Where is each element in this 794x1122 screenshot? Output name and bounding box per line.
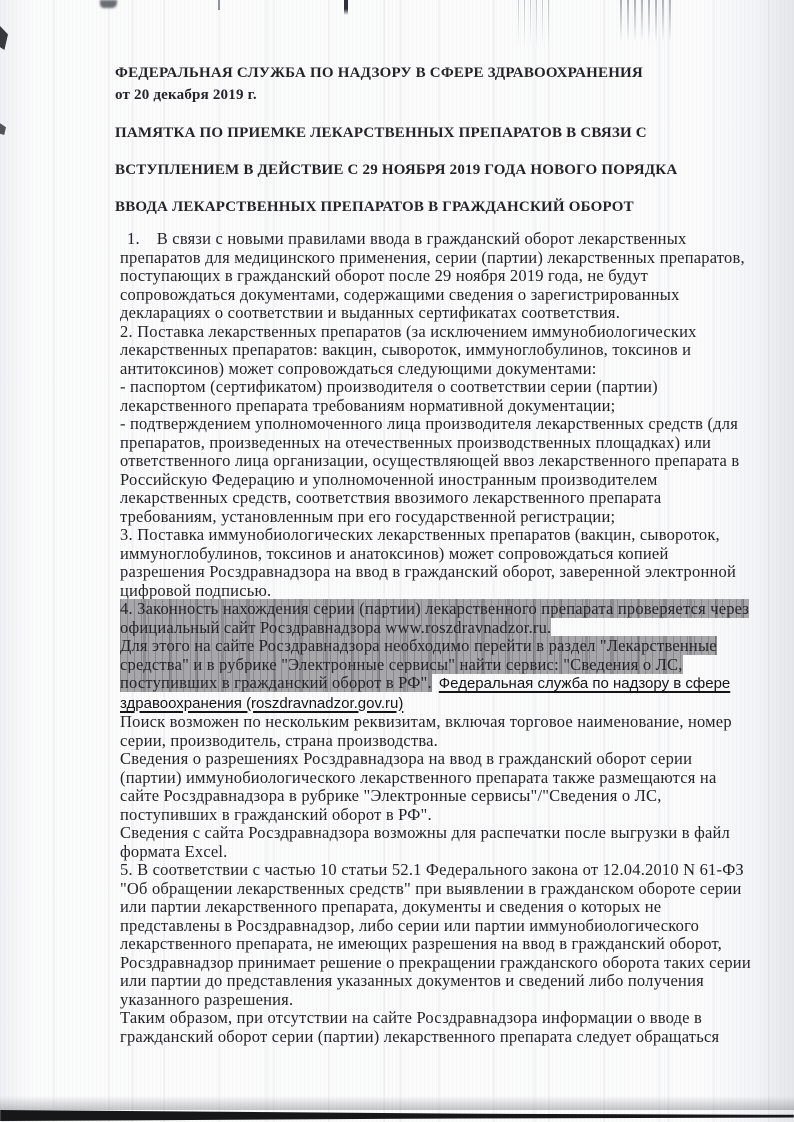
scan-artifact-streak-cluster-right — [620, 0, 672, 42]
issuing-authority: ФЕДЕРАЛЬНАЯ СЛУЖБА ПО НАДЗОРУ В СФЕРЕ ЗДРАВООХРАНЕНИЯ — [115, 65, 643, 81]
title-line-2: ВСТУПЛЕНИЕМ В ДЕЙСТВИЕ С 29 НОЯБРЯ 2019 ГОДА НОВОГО ПОРЯДКА — [115, 162, 678, 178]
scan-artifact-top-dash — [218, 0, 220, 10]
paragraph-dash-passport: - паспортом (сертификатом) производителя о соответствии серии (партии) лекарственного препарата требованиям нормативной документации; — [120, 377, 658, 415]
roszdravnadzor-link[interactable]: Федеральная служба по надзору в сфере здравоохранения (roszdravnadzor.gov.ru) — [120, 675, 731, 712]
list-item-number: 1. — [127, 229, 140, 248]
title-line-1: ПАМЯТКА ПО ПРИЕМКЕ ЛЕКАРСТВЕННЫХ ПРЕПАРАТОВ В СВЯЗИ С — [115, 125, 647, 141]
paragraph-immuno-permissions: Сведения о разрешениях Росздравнадзора на ввод в гражданский оборот серии (партии) иммунобиологического лекарственного препарата также размещаются на сайте Росздравнадзора в рубрике "Электронные сервисы"/"Сведения о ЛС, поступивших в гражданский оборот в РФ". — [120, 749, 717, 824]
scan-artifact-left-edge-mark-1 — [0, 26, 8, 50]
paragraph-conclusion: Таким образом, при отсутствии на сайте Росздравнадзора информации о вводе в гражданский оборот серии (партии) лекарственного препарата следует обращаться — [120, 1008, 720, 1046]
scan-artifact-top-line — [344, 0, 348, 15]
paragraph-legality-check — [120, 600, 753, 637]
document-date: от 20 декабря 2019 г. — [115, 87, 257, 103]
scan-artifact-bottom-shadow — [0, 1096, 794, 1110]
document-content — [115, 62, 755, 1046]
paragraph-website-instructions — [120, 637, 753, 713]
paragraph-supply-documents: 2. Поставка лекарственных препаратов (за исключением иммунобиологических лекарственных препаратов: вакцин, сывороток, иммуноглобулинов, токсинов и антитоксинов) может сопровождаться следующими документами: — [120, 321, 697, 378]
title-line-3: ВВОДА ЛЕКАРСТВЕННЫХ ПРЕПАРАТОВ В ГРАЖДАНСКИЙ ОБОРОТ — [115, 199, 634, 215]
scan-artifact-top-smudge — [100, 0, 117, 8]
paragraph-excel-export: Сведения с сайта Росздравнадзора возможны для распечатки после выгрузки в файл формата Excel. — [120, 823, 730, 861]
paragraph-dash-confirmation: - подтверждением уполномоченного лица производителя лекарственных средств (для препаратов, произведенных на отечественных производственных площадках) или ответственного лица организации, осуществляющей ввоз лекарственного препарата в Российскую Федерацию и уполномоченной иностранным производителем лекарственных средств, соответствия ввозимого лекарственного препарата требованиям, установленным при его государственной регистрации; — [120, 414, 740, 526]
scan-artifact-bottom-edge — [0, 1106, 794, 1122]
document-body — [115, 230, 753, 1046]
paragraph-intro-text: В связи с новыми правилами ввода в гражданский оборот лекарственных препаратов для медицинского применения, серии (партии) лекарственных препаратов, поступающих в гражданский оборот после 29 ноября 2019 года, не будут сопровождаться документами, содержащими сведения о зарегистрированных декларациях о соответствии и выданных сертификатах соответствия. — [120, 229, 745, 322]
highlighted-text-legality: 4. Законность нахождения серии (партии) лекарственного препарата проверяется через официальный сайт Росздравнадзора www.roszdravnadzor.ru. — [120, 599, 750, 637]
document-header — [115, 62, 755, 106]
paragraph-search-criteria: Поиск возможен по нескольким реквизитам, включая торговое наименование, номер серии, производитель, страна производства. — [120, 712, 732, 750]
paragraph-immunobiological-supply: 3. Поставка иммунобиологических лекарственных препаратов (вакцин, сывороток, иммуноглобулинов, токсинов и анатоксинов) может сопровождаться копией разрешения Росздравнадзора на ввод в гражданский оборот, заверенной электронной цифровой подписью. — [120, 525, 736, 600]
scan-artifact-left-edge-mark-2 — [0, 122, 6, 135]
highlighted-text-instructions: Для этого на сайте Росздравнадзора необходимо перейти в раздел "Лекарственные средства" и в рубрике "Электронные сервисы" найти сервис: "Сведения о ЛС, поступивших в гражданский оборот в РФ". — [120, 636, 717, 692]
paragraph-intro — [120, 230, 753, 323]
scan-artifact-streak-cluster-left — [518, 0, 552, 46]
paragraph-federal-law: 5. В соответствии с частью 10 статьи 52.1 Федерального закона от 12.04.2010 N 61-ФЗ "Об обращении лекарственных средств" при выявлении в гражданском обороте серии или партии лекарственного препарата, документы и сведения о которых не представлены в Росздравнадзор, либо серии или партии иммунобиологического лекарственного препарата, не имеющих разрешения на ввод в гражданский оборот, Росздравнадзор принимает решение о прекращении гражданского оборота таких серии или партии до представления указанных документов и сведений либо получения указанного разрешения. — [120, 860, 751, 1009]
document-title — [115, 115, 755, 226]
